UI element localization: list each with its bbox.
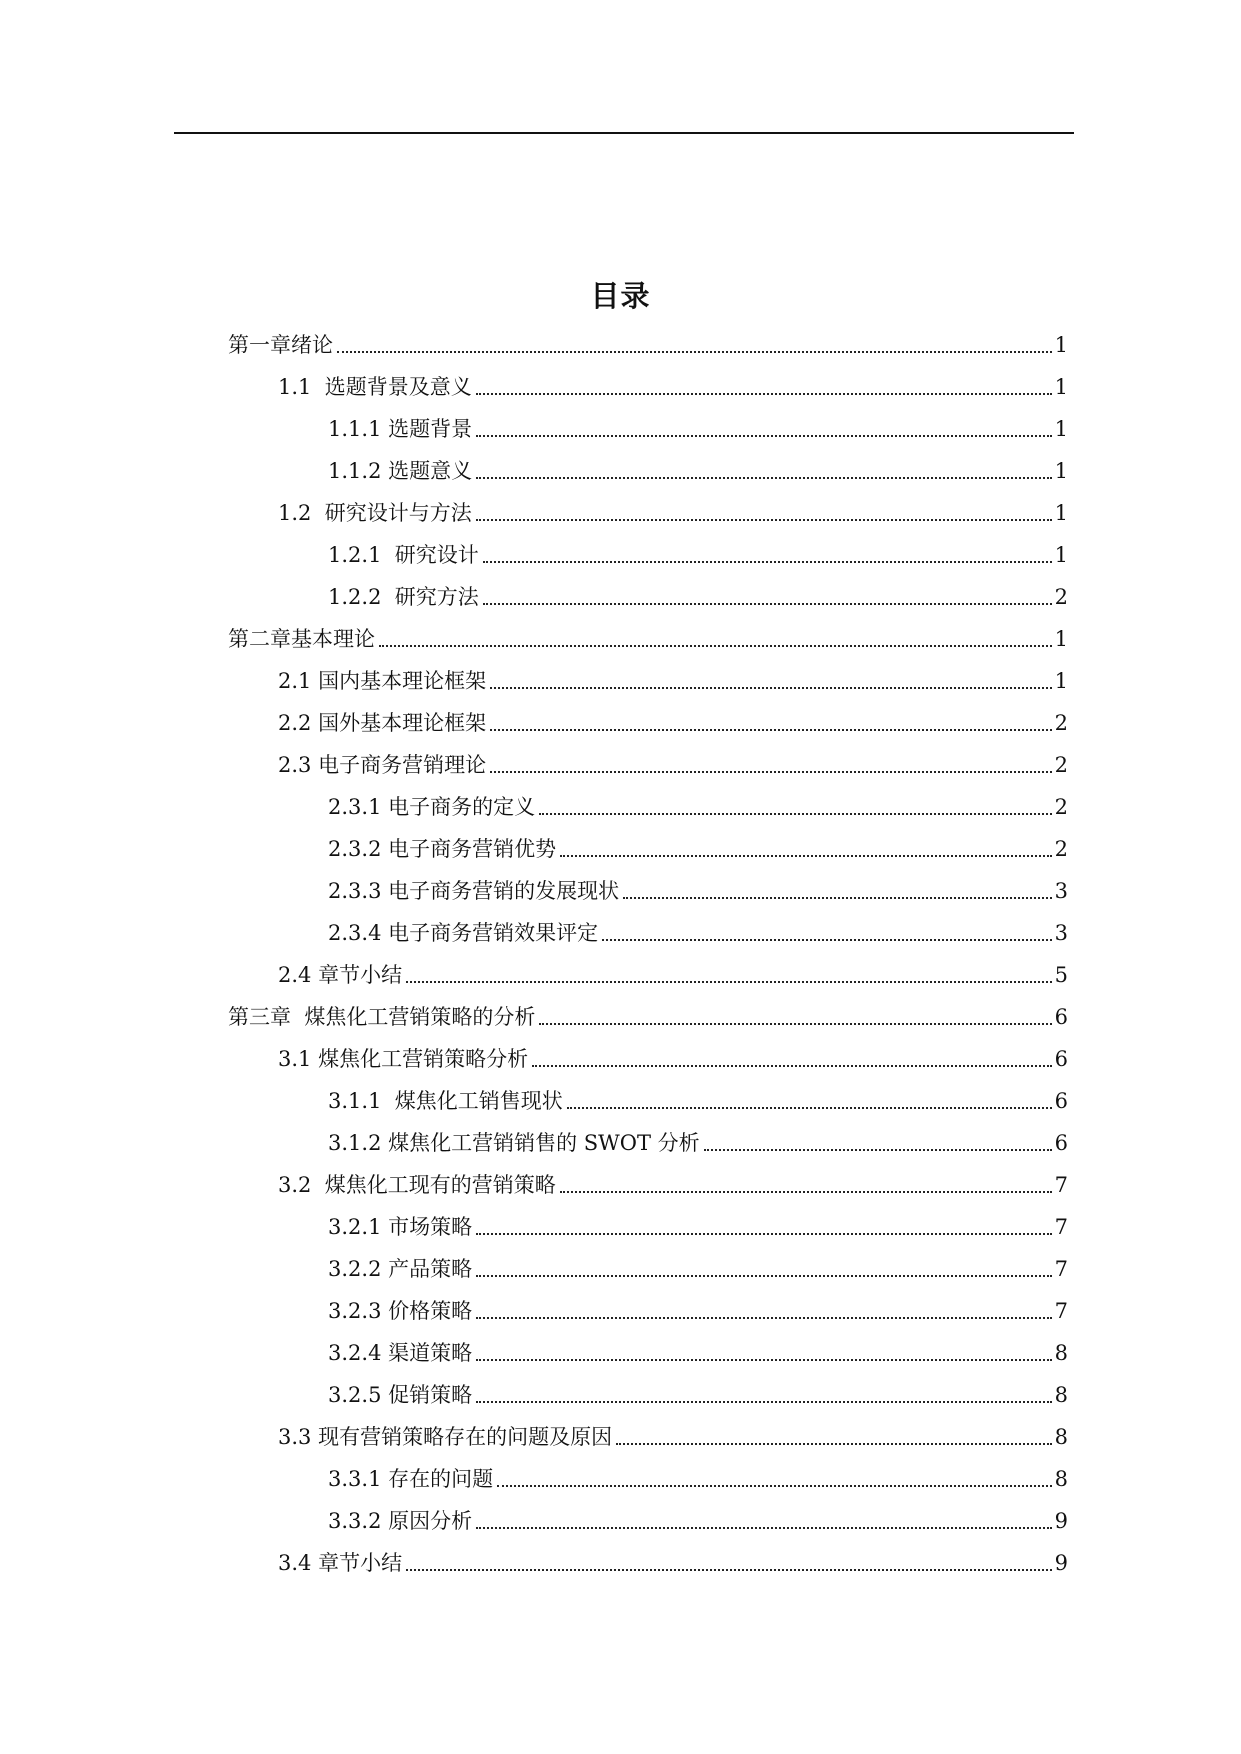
toc-entry[interactable] <box>0 618 1241 660</box>
toc-dot-leader <box>616 1443 1052 1445</box>
toc-dot-leader <box>539 813 1052 815</box>
toc-dot-leader <box>539 1023 1051 1025</box>
toc-entry-page-number: 1 <box>1054 543 1068 567</box>
toc-entry[interactable] <box>0 660 1241 702</box>
toc-entry-label: 1.2.1 研究设计 <box>328 543 479 567</box>
toc-dot-leader <box>476 477 1052 479</box>
toc-dot-leader <box>483 603 1052 605</box>
toc-entry-label: 1.2.2 研究方法 <box>328 585 479 609</box>
toc-entry-label: 第二章基本理论 <box>228 627 375 651</box>
toc-entry-page-number: 7 <box>1054 1215 1068 1239</box>
toc-dot-leader <box>476 1317 1052 1319</box>
toc-dot-leader <box>476 519 1052 521</box>
toc-entry-label: 2.3.2 电子商务营销优势 <box>328 837 557 861</box>
toc-entry-page-number: 7 <box>1054 1173 1068 1197</box>
toc-entry-page-number: 8 <box>1054 1383 1068 1407</box>
toc-entry-label: 2.4 章节小结 <box>278 963 403 987</box>
toc-entry-label: 第三章 煤焦化工营销策略的分析 <box>228 1005 536 1029</box>
toc-entry-page-number: 1 <box>1054 459 1068 483</box>
toc-entry[interactable] <box>0 1248 1241 1290</box>
toc-entry[interactable] <box>0 1164 1241 1206</box>
toc-entry-label: 1.1.1 选题背景 <box>328 417 473 441</box>
toc-dot-leader <box>476 393 1052 395</box>
toc-dot-leader <box>623 897 1052 899</box>
toc-entry[interactable] <box>0 1290 1241 1332</box>
toc-entry-page-number: 9 <box>1054 1509 1068 1533</box>
toc-dot-leader <box>560 1191 1052 1193</box>
toc-entry-label: 3.3 现有营销策略存在的问题及原因 <box>278 1425 613 1449</box>
toc-entry-label: 1.1.2 选题意义 <box>328 459 473 483</box>
toc-entry[interactable] <box>0 870 1241 912</box>
toc-entry-label: 2.1 国内基本理论框架 <box>278 669 487 693</box>
toc-entry[interactable] <box>0 576 1241 618</box>
toc-entry[interactable] <box>0 324 1241 366</box>
toc-entry-label: 3.1 煤焦化工营销策略分析 <box>278 1047 529 1071</box>
toc-entry-label: 3.1.1 煤焦化工销售现状 <box>328 1089 563 1113</box>
toc-entry-page-number: 8 <box>1054 1341 1068 1365</box>
toc-entry-page-number: 2 <box>1054 711 1068 735</box>
toc-dot-leader <box>483 561 1052 563</box>
toc-dot-leader <box>490 729 1052 731</box>
toc-dot-leader <box>602 939 1052 941</box>
toc-entry-label: 3.2.5 促销策略 <box>328 1383 473 1407</box>
toc-entry[interactable] <box>0 1416 1241 1458</box>
toc-entry[interactable] <box>0 912 1241 954</box>
toc-entry-label: 3.2.3 价格策略 <box>328 1299 473 1323</box>
toc-entry-page-number: 6 <box>1054 1089 1068 1113</box>
toc-dot-leader <box>476 435 1052 437</box>
toc-entry-label: 3.4 章节小结 <box>278 1551 403 1575</box>
toc-dot-leader <box>704 1149 1052 1151</box>
toc-entry-label: 第一章绪论 <box>228 333 333 357</box>
toc-entry-page-number: 1 <box>1054 333 1068 357</box>
toc-dot-leader <box>476 1527 1052 1529</box>
toc-entry-label: 3.1.2 煤焦化工营销销售的 SWOT 分析 <box>328 1131 700 1155</box>
toc-entry-page-number: 6 <box>1054 1047 1068 1071</box>
toc-entry-label: 3.2.2 产品策略 <box>328 1257 473 1281</box>
toc-entry-page-number: 2 <box>1054 753 1068 777</box>
toc-dot-leader <box>567 1107 1052 1109</box>
toc-entry[interactable] <box>0 492 1241 534</box>
toc-entry-label: 3.3.1 存在的问题 <box>328 1467 494 1491</box>
toc-entry-page-number: 2 <box>1054 795 1068 819</box>
toc-dot-leader <box>560 855 1052 857</box>
toc-entry-page-number: 5 <box>1054 963 1068 987</box>
header-rule <box>174 132 1074 134</box>
toc-entry-page-number: 6 <box>1054 1005 1068 1029</box>
toc-entry-label: 2.2 国外基本理论框架 <box>278 711 487 735</box>
toc-entry[interactable] <box>0 1038 1241 1080</box>
toc-entry-label: 3.3.2 原因分析 <box>328 1509 473 1533</box>
toc-entry[interactable] <box>0 366 1241 408</box>
toc-entry-page-number: 7 <box>1054 1299 1068 1323</box>
toc-entry-page-number: 9 <box>1054 1551 1068 1575</box>
toc-entry[interactable] <box>0 786 1241 828</box>
toc-entry[interactable] <box>0 702 1241 744</box>
toc-entry-page-number: 1 <box>1054 417 1068 441</box>
toc-entry-label: 1.1 选题背景及意义 <box>278 375 472 399</box>
toc-entry[interactable] <box>0 1122 1241 1164</box>
toc-entry[interactable] <box>0 1374 1241 1416</box>
toc-entry-label: 2.3.4 电子商务营销效果评定 <box>328 921 599 945</box>
toc-entry[interactable] <box>0 744 1241 786</box>
toc-dot-leader <box>337 351 1052 353</box>
toc-dot-leader <box>406 981 1052 983</box>
toc-dot-leader <box>490 687 1052 689</box>
toc-entry-label: 2.3.3 电子商务营销的发展现状 <box>328 879 620 903</box>
toc-entry-page-number: 3 <box>1054 879 1068 903</box>
toc-entry-page-number: 7 <box>1054 1257 1068 1281</box>
toc-entry-label: 2.3 电子商务营销理论 <box>278 753 487 777</box>
toc-title: 目录 <box>590 279 651 313</box>
toc-entry[interactable] <box>0 1206 1241 1248</box>
toc-dot-leader <box>476 1401 1052 1403</box>
toc-entry[interactable] <box>0 1542 1241 1584</box>
toc-entry-page-number: 8 <box>1054 1467 1068 1491</box>
toc-dot-leader <box>476 1233 1052 1235</box>
toc-dot-leader <box>406 1569 1052 1571</box>
toc-entry[interactable] <box>0 450 1241 492</box>
toc-entry[interactable] <box>0 954 1241 996</box>
toc-entry-page-number: 6 <box>1054 1131 1068 1155</box>
table-of-contents <box>0 324 1241 1584</box>
toc-entry-label: 1.2 研究设计与方法 <box>278 501 472 525</box>
toc-entry[interactable] <box>0 1332 1241 1374</box>
toc-entry[interactable] <box>0 1458 1241 1500</box>
toc-entry-page-number: 1 <box>1054 669 1068 693</box>
toc-entry-page-number: 1 <box>1054 375 1068 399</box>
toc-entry-label: 3.2.4 渠道策略 <box>328 1341 473 1365</box>
toc-entry-label: 3.2.1 市场策略 <box>328 1215 473 1239</box>
toc-entry[interactable] <box>0 1080 1241 1122</box>
toc-dot-leader <box>532 1065 1052 1067</box>
toc-dot-leader <box>476 1275 1052 1277</box>
toc-dot-leader <box>497 1485 1052 1487</box>
toc-entry[interactable] <box>0 828 1241 870</box>
toc-entry-page-number: 3 <box>1054 921 1068 945</box>
toc-entry-label: 2.3.1 电子商务的定义 <box>328 795 536 819</box>
toc-entry[interactable] <box>0 534 1241 576</box>
toc-entry-page-number: 2 <box>1054 837 1068 861</box>
toc-entry-page-number: 2 <box>1054 585 1068 609</box>
toc-dot-leader <box>476 1359 1052 1361</box>
toc-entry-page-number: 1 <box>1054 501 1068 525</box>
toc-entry-label: 3.2 煤焦化工现有的营销策略 <box>278 1173 556 1197</box>
toc-entry[interactable] <box>0 408 1241 450</box>
toc-entry-page-number: 8 <box>1054 1425 1068 1449</box>
toc-dot-leader <box>490 771 1052 773</box>
toc-entry-page-number: 1 <box>1054 627 1068 651</box>
toc-dot-leader <box>379 645 1052 647</box>
toc-entry[interactable] <box>0 996 1241 1038</box>
toc-entry[interactable] <box>0 1500 1241 1542</box>
